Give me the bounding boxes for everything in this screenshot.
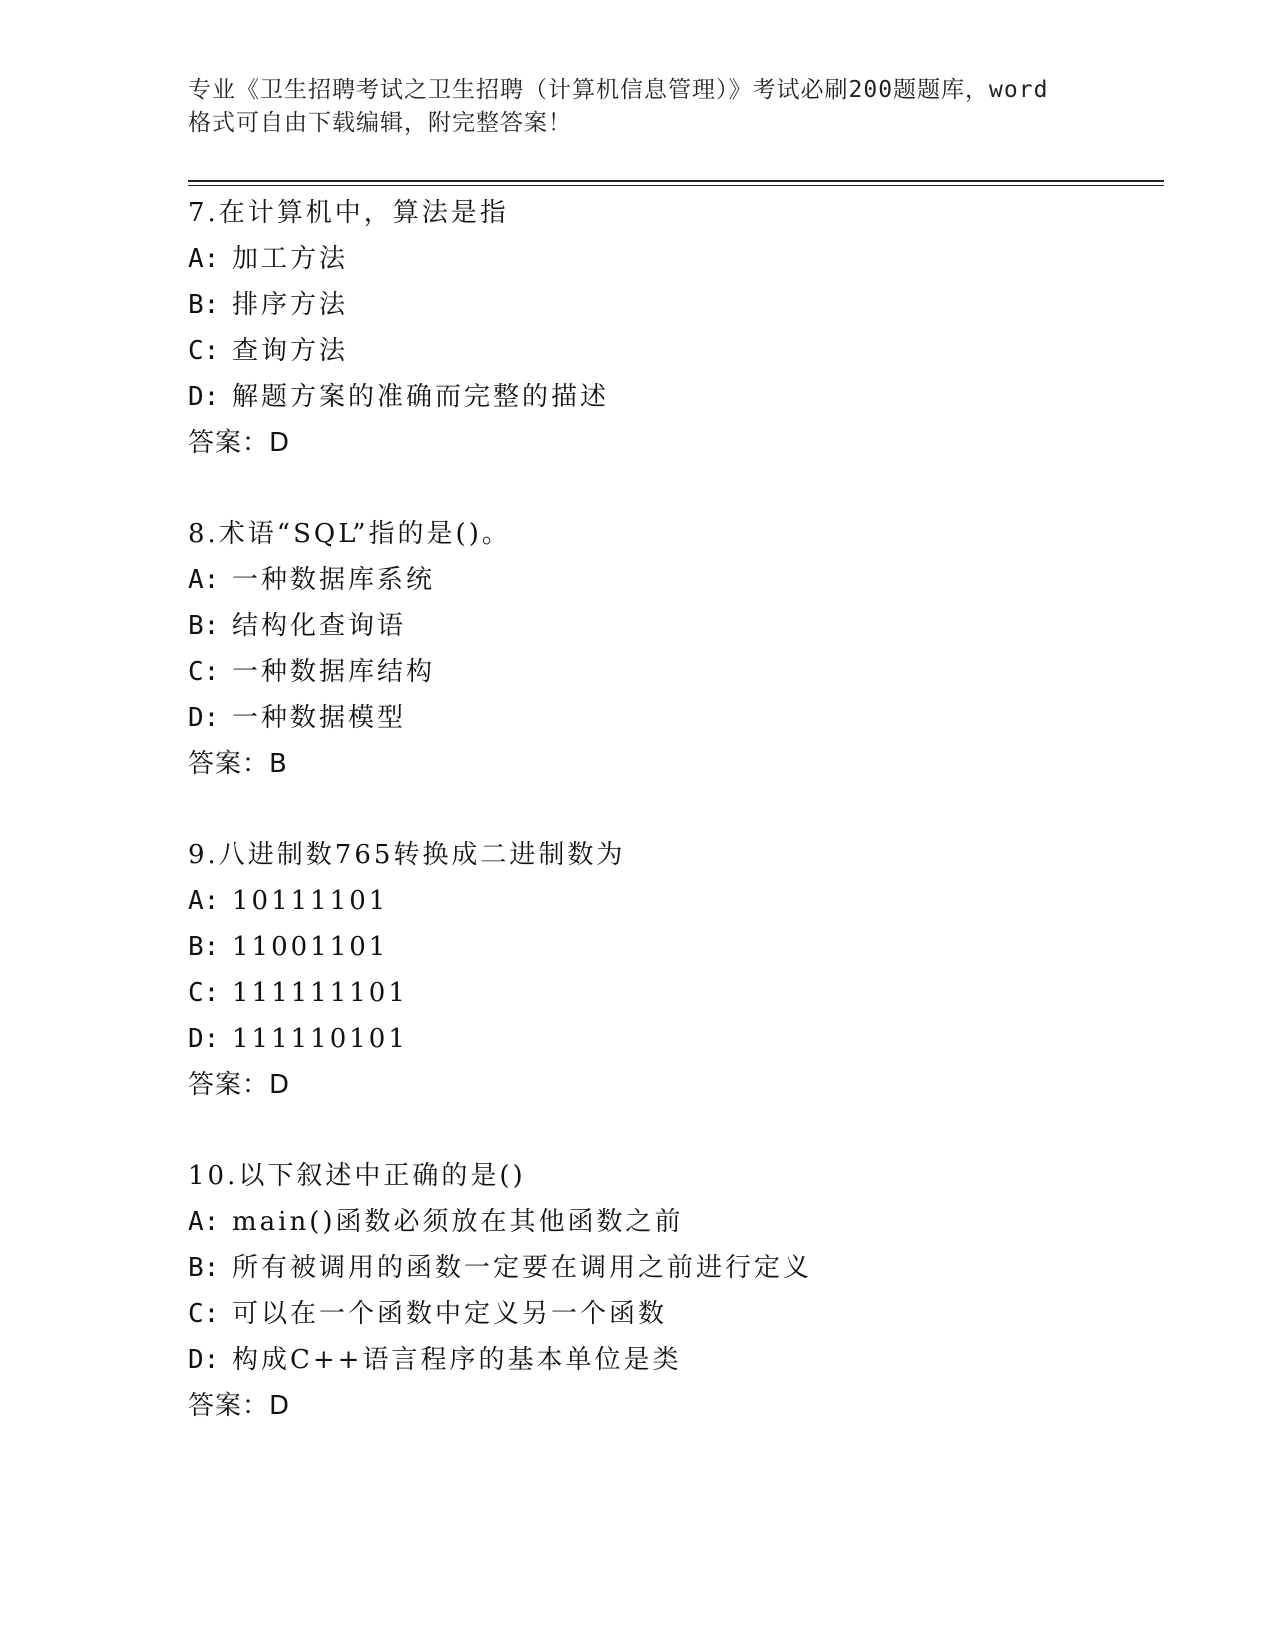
option-text: 解题方案的准确而完整的描述 [232, 382, 610, 412]
option-d [188, 1016, 1148, 1062]
option-key: D: [188, 1024, 220, 1054]
option-c [188, 970, 1148, 1016]
option-b [188, 1245, 1148, 1291]
option-a [188, 236, 1148, 282]
option-d [188, 374, 1148, 420]
option-key: A: [188, 565, 220, 595]
option-c [188, 1291, 1148, 1337]
option-text: 111110101 [232, 1024, 408, 1054]
question-list [188, 190, 1148, 1474]
header-divider-thin [188, 185, 1164, 186]
option-key: B: [188, 932, 220, 962]
header-divider-thick [188, 180, 1164, 182]
option-c [188, 649, 1148, 695]
option-c [188, 328, 1148, 374]
option-a [188, 1199, 1148, 1245]
option-text: 111111101 [232, 978, 408, 1008]
option-d [188, 695, 1148, 741]
option-a [188, 557, 1148, 603]
option-text: main()函数必须放在其他函数之前 [232, 1207, 684, 1237]
header-line-2: 格式可自由下载编辑，附完整答案！ [188, 110, 572, 136]
option-text: 10111101 [232, 886, 389, 916]
question-7 [188, 190, 1148, 466]
option-text: 查询方法 [232, 336, 349, 366]
option-key: B: [188, 1253, 220, 1283]
header-line-1: 专业《卫生招聘考试之卫生招聘（计算机信息管理）》考试必刷200题题库，word [188, 77, 1049, 103]
option-text: 一种数据库结构 [232, 657, 436, 687]
option-d [188, 1337, 1148, 1383]
question-stem: 10.以下叙述中正确的是() [188, 1161, 526, 1191]
option-key: D: [188, 382, 220, 412]
question-stem: 8.术语“SQL”指的是()。 [188, 519, 511, 549]
option-text: 一种数据模型 [232, 703, 407, 733]
option-text: 可以在一个函数中定义另一个函数 [232, 1299, 668, 1329]
option-key: D: [188, 703, 220, 733]
option-key: B: [188, 611, 220, 641]
question-stem: 9.八进制数765转换成二进制数为 [188, 840, 626, 870]
option-key: C: [188, 336, 220, 366]
option-key: B: [188, 290, 220, 320]
document-header [188, 74, 1088, 140]
option-key: C: [188, 978, 220, 1008]
question-9 [188, 832, 1148, 1108]
option-text: 11001101 [232, 932, 389, 962]
option-b [188, 282, 1148, 328]
question-8 [188, 511, 1148, 787]
option-key: A: [188, 886, 220, 916]
option-text: 构成C++语言程序的基本单位是类 [232, 1345, 682, 1375]
option-b [188, 924, 1148, 970]
option-key: A: [188, 244, 220, 274]
option-key: C: [188, 1299, 220, 1329]
answer-line: 答案：D [188, 1391, 291, 1421]
option-text: 排序方法 [232, 290, 349, 320]
option-key: A: [188, 1207, 220, 1237]
answer-line: 答案：D [188, 1070, 291, 1100]
question-stem: 7.在计算机中，算法是指 [188, 198, 509, 228]
answer-line: 答案：B [188, 749, 288, 779]
option-key: D: [188, 1345, 220, 1375]
option-key: C: [188, 657, 220, 687]
option-b [188, 603, 1148, 649]
option-text: 结构化查询语 [232, 611, 407, 641]
option-a [188, 878, 1148, 924]
option-text: 一种数据库系统 [232, 565, 436, 595]
answer-line: 答案：D [188, 428, 291, 458]
option-text: 加工方法 [232, 244, 349, 274]
option-text: 所有被调用的函数一定要在调用之前进行定义 [232, 1253, 813, 1283]
question-10 [188, 1153, 1148, 1429]
